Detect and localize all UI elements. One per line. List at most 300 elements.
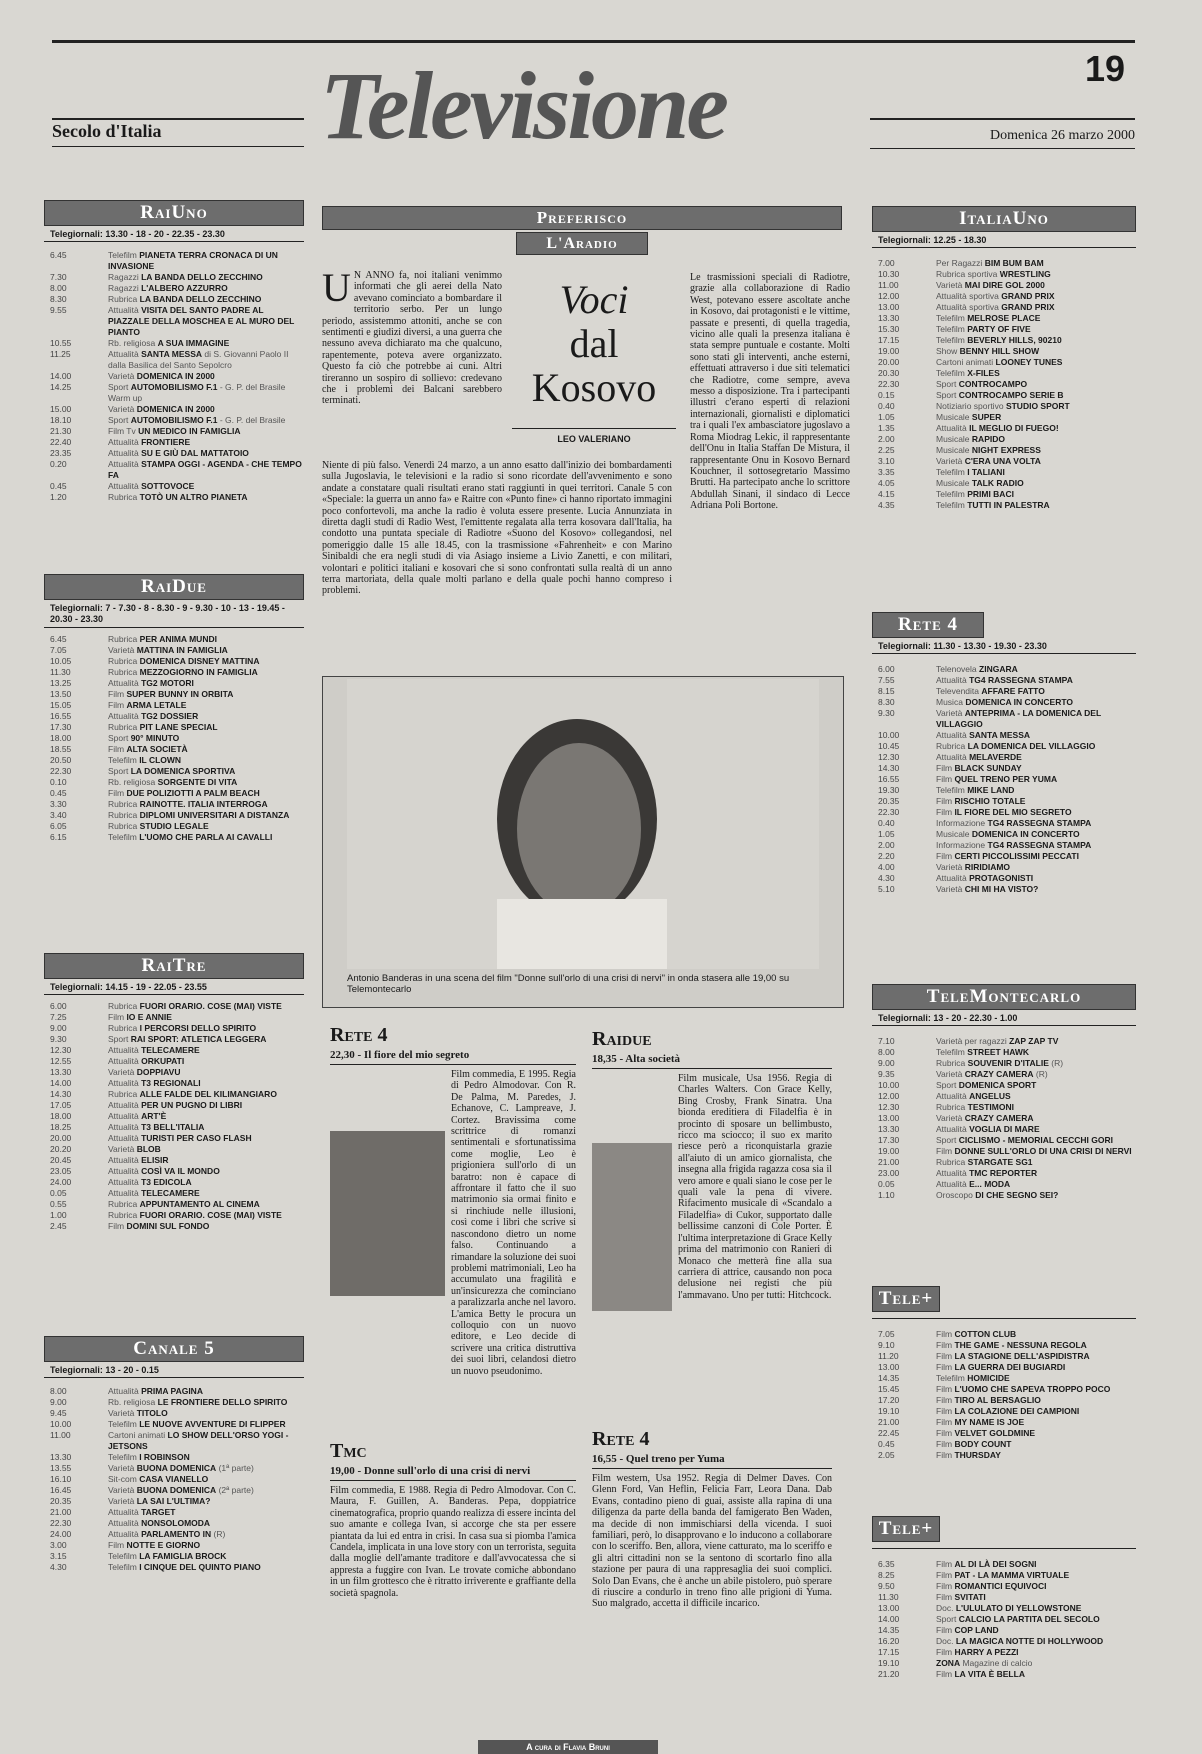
program-desc	[936, 280, 1136, 291]
program-desc	[936, 1146, 1136, 1157]
program-title: DOMENICA IN CONCERTO	[965, 697, 1073, 707]
program-desc	[108, 645, 304, 656]
program-genre: Film	[936, 1428, 953, 1438]
program-desc	[108, 634, 304, 645]
program-row	[44, 744, 304, 755]
program-desc	[936, 390, 1136, 401]
program-row	[872, 1340, 1136, 1351]
program-row	[872, 1636, 1136, 1647]
program-title: LOONEY TUNES	[995, 357, 1063, 367]
program-genre: Attualità	[936, 1091, 967, 1101]
program-row	[44, 1166, 304, 1177]
program-desc	[108, 338, 304, 349]
program-row	[44, 1518, 304, 1529]
program-time: 20.45	[50, 1155, 72, 1165]
program-genre: Varietà	[108, 404, 135, 414]
program-genre: Film Tv	[108, 426, 136, 436]
program-title: STREET HAWK	[967, 1047, 1030, 1057]
channel-banner: RaiTre	[44, 953, 304, 979]
headline-word: Kosovo	[531, 365, 657, 410]
program-row	[44, 1562, 304, 1573]
program-title: ANTEPRIMA - LA DOMENICA DEL VILLAGGIO	[936, 708, 1101, 729]
program-genre: Rubrica	[108, 1210, 138, 1220]
program-time: 22.30	[50, 1518, 72, 1528]
program-genre: Varietà per ragazzi	[936, 1036, 1007, 1046]
program-row	[44, 656, 304, 667]
program-time: 8.00	[878, 1047, 895, 1057]
program-time: 22.30	[878, 807, 900, 817]
review-text: Film commedia, E 1995. Regia di Pedro Almodovar. Con R. De Palma, M. Paredes, J. Echanove, C. Lampreave, J. Cortez. Bravissima come scrittrice di romanzi sentimentali e sfortunatissima come moglie, Leo è prigioniera sull'orlo di un baratro: non è capace di affrontare il fatto che il suo matrimonio sia ormai finito e si rinchiude nelle illusioni, così come i libri che scrive si nascondono dietro un nome falso. Continuando a rimandare la soluzione dei suoi problemi matrimoniali, Leo ha accumulato una fragilità e un'insicurezza che cominciano a paralizzarla anche nel lavoro. L'amica Betty le procura un colloquio con un nuovo editore, e Leo decide di scrivere una critica distruttiva dei suoi libri, celandosi dietro un nuovo pseudonimo.	[451, 1069, 576, 1377]
review-raidue-alta	[592, 1028, 832, 1457]
program-title: ARMA LETALE	[126, 700, 187, 710]
program-row	[872, 291, 1136, 302]
program-row	[872, 1168, 1136, 1179]
program-desc	[108, 1133, 304, 1144]
photo-frame	[322, 676, 844, 1008]
program-genre: Attualità	[108, 481, 139, 491]
program-genre: Telefilm	[936, 1373, 965, 1383]
program-time: 18.55	[50, 744, 72, 754]
program-row	[872, 697, 1136, 708]
program-time: 9.00	[50, 1023, 67, 1033]
program-desc	[108, 1155, 304, 1166]
program-desc	[936, 1168, 1136, 1179]
right-column-teleplus2	[872, 1516, 1136, 1680]
review-channel: Tmc	[330, 1440, 367, 1462]
program-genre: Telefilm	[108, 755, 137, 765]
program-title: APPUNTAMENTO AL CINEMA	[139, 1199, 260, 1209]
program-title: CASA VIANELLO	[139, 1474, 209, 1484]
program-title: LA DOMENICA DEL VILLAGGIO	[967, 741, 1096, 751]
program-time: 15.00	[50, 404, 72, 414]
program-title: VISITA DEL SANTO PADRE AL PIAZZALE DELLA MOSCHEA E AL MURO DEL PIANTO	[108, 305, 295, 337]
program-title: LA COLAZIONE DEI CAMPIONI	[954, 1406, 1080, 1416]
program-desc	[108, 1474, 304, 1485]
program-time: 0.40	[878, 818, 895, 828]
program-row	[44, 1221, 304, 1232]
program-desc	[936, 796, 1136, 807]
program-row	[44, 1419, 304, 1430]
program-time: 13.30	[50, 1067, 72, 1077]
program-desc	[108, 1089, 304, 1100]
right-column-rete4	[872, 612, 1136, 895]
review-slot: 18,35 - Alta società	[592, 1053, 832, 1069]
program-row	[872, 708, 1136, 730]
program-genre: Sport	[108, 382, 129, 392]
program-time: 14.00	[50, 1078, 72, 1088]
program-title: L'UOMO CHE PARLA AI CAVALLI	[139, 832, 273, 842]
program-desc	[108, 492, 304, 503]
program-genre: Telefilm	[108, 1419, 137, 1429]
program-time: 21.00	[50, 1507, 72, 1517]
program-desc	[936, 807, 1136, 818]
program-desc	[936, 752, 1136, 763]
program-time: 24.00	[50, 1177, 72, 1187]
program-row	[872, 313, 1136, 324]
program-time: 14.35	[878, 1625, 900, 1635]
program-desc	[108, 656, 304, 667]
program-time: 11.30	[878, 1592, 899, 1602]
program-row	[44, 338, 304, 349]
article-lead	[322, 265, 502, 407]
feature-kicker	[322, 206, 842, 255]
program-genre: Oroscopo	[936, 1190, 973, 1200]
program-row	[872, 730, 1136, 741]
program-row	[44, 1430, 304, 1452]
program-desc	[936, 1669, 1136, 1680]
program-time: 13.30	[878, 1124, 900, 1134]
program-genre: Film	[936, 774, 953, 784]
program-desc	[936, 1658, 1136, 1669]
program-row	[872, 390, 1136, 401]
program-title: DOMENICA SPORT	[958, 1080, 1037, 1090]
program-row	[872, 1179, 1136, 1190]
program-row	[44, 1463, 304, 1474]
program-time: 9.00	[50, 1397, 67, 1407]
program-desc	[936, 1384, 1136, 1395]
program-row	[872, 1417, 1136, 1428]
program-row	[872, 335, 1136, 346]
channel-raiuno	[44, 200, 304, 503]
program-genre: Rubrica	[108, 634, 138, 644]
program-genre: Rubrica sportiva	[936, 269, 998, 279]
program-desc	[936, 1428, 1136, 1439]
program-row	[872, 763, 1136, 774]
review-channel: Rete 4	[592, 1428, 650, 1450]
program-title: THE GAME - NESSUNA REGOLA	[954, 1340, 1087, 1350]
program-title: DOMENICA DISNEY MATTINA	[139, 656, 260, 666]
program-row	[872, 478, 1136, 489]
program-genre: Attualità	[108, 1078, 139, 1088]
program-title: STARGATE SG1	[967, 1157, 1033, 1167]
program-genre: Sport	[108, 415, 129, 425]
program-desc	[108, 1144, 304, 1155]
program-genre: Varietà	[936, 456, 963, 466]
telegiornali: Telegiornali: 11.30 - 13.30 - 19.30 - 23.30	[878, 641, 1047, 651]
program-row	[872, 379, 1136, 390]
program-time: 6.00	[50, 1001, 67, 1011]
program-row	[44, 1045, 304, 1056]
program-extra: (R)	[213, 1529, 226, 1539]
program-desc	[936, 423, 1136, 434]
program-title: BUONA DOMENICA	[136, 1485, 217, 1495]
program-title: COSÌ VA IL MONDO	[141, 1166, 220, 1176]
program-time: 22.30	[878, 379, 900, 389]
program-time: 2.00	[878, 434, 895, 444]
program-time: 4.35	[878, 500, 895, 510]
program-title: LA BANDA DELLO ZECCHINO	[141, 272, 263, 282]
program-desc	[936, 1439, 1136, 1450]
program-row	[872, 1157, 1136, 1168]
channel-banner: Rete 4	[872, 612, 984, 638]
program-title: RAI SPORT: ATLETICA LEGGERA	[130, 1034, 267, 1044]
program-title: DOMENICA IN 2000	[136, 404, 215, 414]
photo-caption: Antonio Banderas in una scena del film "Donne sull'orlo di una crisi di nervi" in onda stasera alle 19,00 su Telemontecarlo	[347, 973, 790, 995]
publication-name: Secolo d'Italia	[52, 121, 162, 141]
program-title: SUPER	[971, 412, 1002, 422]
program-row	[872, 1329, 1136, 1340]
program-title: TITOLO	[136, 1408, 168, 1418]
program-time: 15.45	[878, 1384, 900, 1394]
program-time: 10.55	[50, 338, 72, 348]
program-genre: Varietà	[108, 1067, 135, 1077]
program-genre: Sport	[936, 1135, 957, 1145]
program-genre: Attualità	[108, 437, 139, 447]
program-desc	[936, 1036, 1136, 1047]
program-genre: Film	[936, 1559, 953, 1569]
program-title: RIRIDIAMO	[964, 862, 1011, 872]
program-row	[44, 1177, 304, 1188]
program-time: 0.20	[50, 459, 67, 469]
program-genre: Attualità	[936, 1179, 967, 1189]
review-slot: 19,00 - Donne sull'orlo di una crisi di nervi	[330, 1465, 576, 1481]
program-genre: Cartoni animati	[936, 357, 994, 367]
review-slot: 16,55 - Quel treno per Yuma	[592, 1453, 832, 1469]
program-desc	[108, 1518, 304, 1529]
program-title: SUPER BUNNY IN ORBITA	[126, 689, 234, 699]
program-desc	[108, 1111, 304, 1122]
program-time: 12.30	[50, 1045, 72, 1055]
program-extra: - G. P. del Brasile Warm up	[108, 382, 286, 403]
program-genre: Attualità	[108, 1518, 139, 1528]
program-time: 23.05	[50, 1166, 72, 1176]
program-row	[872, 423, 1136, 434]
program-genre: Film	[936, 1351, 953, 1361]
program-title: ZAP ZAP TV	[1009, 1036, 1059, 1046]
program-genre: Film	[936, 1384, 953, 1394]
program-genre: Varietà	[108, 1496, 135, 1506]
program-genre: Film	[936, 851, 953, 861]
program-title: DUE POLIZIOTTI A PALM BEACH	[126, 788, 260, 798]
program-desc	[936, 1190, 1136, 1201]
program-genre: Show	[936, 346, 958, 356]
program-genre: Film	[108, 788, 125, 798]
program-genre: Rubrica	[108, 722, 138, 732]
program-title: DIPLOMI UNIVERSITARI A DISTANZA	[139, 810, 290, 820]
program-genre: Attualità	[108, 1166, 139, 1176]
program-genre: Attualità	[108, 459, 139, 469]
program-title: PROTAGONISTI	[969, 873, 1034, 883]
program-desc	[108, 1408, 304, 1419]
issue-date: Domenica 26 marzo 2000	[989, 128, 1135, 143]
program-time: 20.00	[50, 1133, 72, 1143]
program-desc	[108, 1045, 304, 1056]
program-genre: Doc.	[936, 1603, 954, 1613]
program-time: 6.15	[50, 832, 67, 842]
program-row	[44, 426, 304, 437]
headline-word: Voci	[559, 277, 629, 322]
program-desc	[108, 1012, 304, 1023]
program-row	[872, 1658, 1136, 1669]
program-title: LA BANDA DELLO ZECCHINO	[139, 294, 262, 304]
headline-word: dal	[569, 321, 619, 366]
program-title: I TALIANI	[967, 467, 1005, 477]
program-row	[44, 788, 304, 799]
program-title: BEVERLY HILLS, 90210	[967, 335, 1062, 345]
program-row	[44, 1056, 304, 1067]
program-title: AL DI LÀ DEI SOGNI	[954, 1559, 1037, 1569]
program-row	[872, 785, 1136, 796]
program-row	[872, 467, 1136, 478]
program-title: RAINOTTE. ITALIA INTERROGA	[139, 799, 268, 809]
program-genre: Sit-com	[108, 1474, 137, 1484]
program-genre: Varietà	[108, 371, 135, 381]
program-genre: Film	[936, 1362, 953, 1372]
program-row	[44, 1067, 304, 1078]
program-time: 0.45	[50, 788, 67, 798]
program-desc	[936, 1047, 1136, 1058]
program-row	[872, 1036, 1136, 1047]
program-title: TIRO AL BERSAGLIO	[954, 1395, 1041, 1405]
program-row	[44, 1474, 304, 1485]
program-desc	[936, 1179, 1136, 1190]
program-time: 6.05	[50, 821, 67, 831]
program-desc	[108, 700, 304, 711]
program-row	[44, 492, 304, 503]
headline	[512, 278, 676, 410]
program-time: 9.10	[878, 1340, 895, 1350]
program-genre: Rubrica	[936, 1058, 966, 1068]
program-time: 10.30	[878, 269, 900, 279]
program-desc	[936, 1395, 1136, 1406]
program-genre: Telenovela	[936, 664, 977, 674]
program-genre: Televendita	[936, 686, 980, 696]
program-genre: Rubrica	[936, 1157, 966, 1167]
program-time: 2.45	[50, 1221, 67, 1231]
program-desc	[108, 481, 304, 492]
program-row	[872, 324, 1136, 335]
program-title: TUTTI IN PALESTRA	[967, 500, 1050, 510]
program-time: 0.45	[878, 1439, 895, 1449]
program-desc	[108, 283, 304, 294]
program-genre: Telefilm	[936, 785, 965, 795]
program-title: CONTROCAMPO SERIE B	[958, 390, 1064, 400]
program-genre: Attualità	[108, 1056, 139, 1066]
program-row	[44, 1408, 304, 1419]
program-time: 23.00	[878, 1168, 900, 1178]
program-row	[872, 302, 1136, 313]
program-desc	[936, 1102, 1136, 1113]
program-row	[44, 1078, 304, 1089]
program-title: ELISIR	[141, 1155, 169, 1165]
program-genre: Attualità	[108, 1177, 139, 1187]
program-time: 19.10	[878, 1406, 900, 1416]
program-title: PRIMA PAGINA	[141, 1386, 203, 1396]
program-title: SVITATI	[954, 1592, 986, 1602]
program-genre: Varietà	[108, 1463, 135, 1473]
program-time: 11.00	[50, 1430, 71, 1440]
program-desc	[108, 1221, 304, 1232]
program-desc	[936, 379, 1136, 390]
program-time: 1.05	[878, 829, 895, 839]
program-row	[44, 1397, 304, 1408]
program-genre: Rubrica	[108, 1199, 138, 1209]
program-title: IO E ANNIE	[126, 1012, 172, 1022]
program-genre: Attualità	[108, 305, 139, 315]
program-title: L'ULULATO DI YELLOWSTONE	[955, 1603, 1082, 1613]
program-row	[44, 755, 304, 766]
program-genre: Musicale	[936, 412, 970, 422]
channel-banner: RaiUno	[44, 200, 304, 226]
program-genre: Rb. religiosa	[108, 777, 156, 787]
program-row	[44, 481, 304, 492]
program-genre: Rubrica	[108, 1001, 138, 1011]
program-time: 8.30	[878, 697, 895, 707]
program-time: 13.25	[50, 678, 72, 688]
program-genre: Attualità sportiva	[936, 291, 999, 301]
program-time: 6.45	[50, 634, 67, 644]
review-photo	[330, 1131, 445, 1296]
program-row	[872, 434, 1136, 445]
program-desc	[936, 1351, 1136, 1362]
program-title: E... MODA	[969, 1179, 1011, 1189]
program-row	[872, 1146, 1136, 1157]
program-time: 9.55	[50, 305, 67, 315]
program-time: 12.55	[50, 1056, 72, 1066]
program-desc	[936, 1329, 1136, 1340]
review-rete4-yuma	[592, 1428, 832, 1729]
program-desc	[936, 862, 1136, 873]
program-desc	[936, 1406, 1136, 1417]
program-time: 13.00	[878, 1603, 900, 1613]
program-desc	[936, 269, 1136, 280]
program-desc	[108, 1078, 304, 1089]
program-desc	[108, 1166, 304, 1177]
program-desc	[936, 1135, 1136, 1146]
program-time: 8.00	[50, 1386, 67, 1396]
program-title: I ROBINSON	[139, 1452, 190, 1462]
program-genre: Telefilm	[108, 1551, 137, 1561]
program-genre: Film	[936, 1395, 953, 1405]
program-genre: Rubrica	[108, 667, 138, 677]
program-genre: Varietà	[936, 862, 963, 872]
program-row	[44, 448, 304, 459]
program-genre: Film	[108, 1221, 125, 1231]
program-time: 14.25	[50, 382, 72, 392]
program-row	[872, 1592, 1136, 1603]
program-genre: Attualità	[108, 1155, 139, 1165]
program-desc	[936, 1559, 1136, 1570]
telegiornali: Telegiornali: 12.25 - 18.30	[878, 235, 987, 245]
program-title: I CINQUE DEL QUINTO PIANO	[139, 1562, 261, 1572]
program-extra: - G. P. del Brasile	[219, 415, 286, 425]
program-title: STUDIO LEGALE	[139, 821, 209, 831]
program-time: 19.30	[878, 785, 900, 795]
right-column-tmc	[872, 984, 1136, 1201]
program-desc	[936, 741, 1136, 752]
program-desc	[936, 1636, 1136, 1647]
program-genre: Telefilm	[936, 324, 965, 334]
program-title: TELECAMERE	[141, 1045, 200, 1055]
program-title: NOTTE E GIORNO	[126, 1540, 201, 1550]
program-row	[44, 459, 304, 481]
program-row	[872, 1395, 1136, 1406]
program-genre: Attualità	[108, 1122, 139, 1132]
program-row	[872, 1614, 1136, 1625]
program-title: CHI MI HA VISTO?	[964, 884, 1039, 894]
program-title: CRAZY CAMERA	[964, 1069, 1034, 1079]
right-column-italiauno	[872, 206, 1136, 511]
program-genre: Attualità	[108, 1045, 139, 1055]
program-title: T3 REGIONALI	[141, 1078, 201, 1088]
program-time: 4.30	[50, 1562, 67, 1572]
left-column-canale5	[44, 1336, 304, 1573]
program-title: MELROSE PLACE	[967, 313, 1041, 323]
program-genre: Telefilm	[936, 368, 965, 378]
program-title: BODY COUNT	[954, 1439, 1012, 1449]
program-desc	[108, 371, 304, 382]
program-time: 12.00	[878, 1091, 900, 1101]
